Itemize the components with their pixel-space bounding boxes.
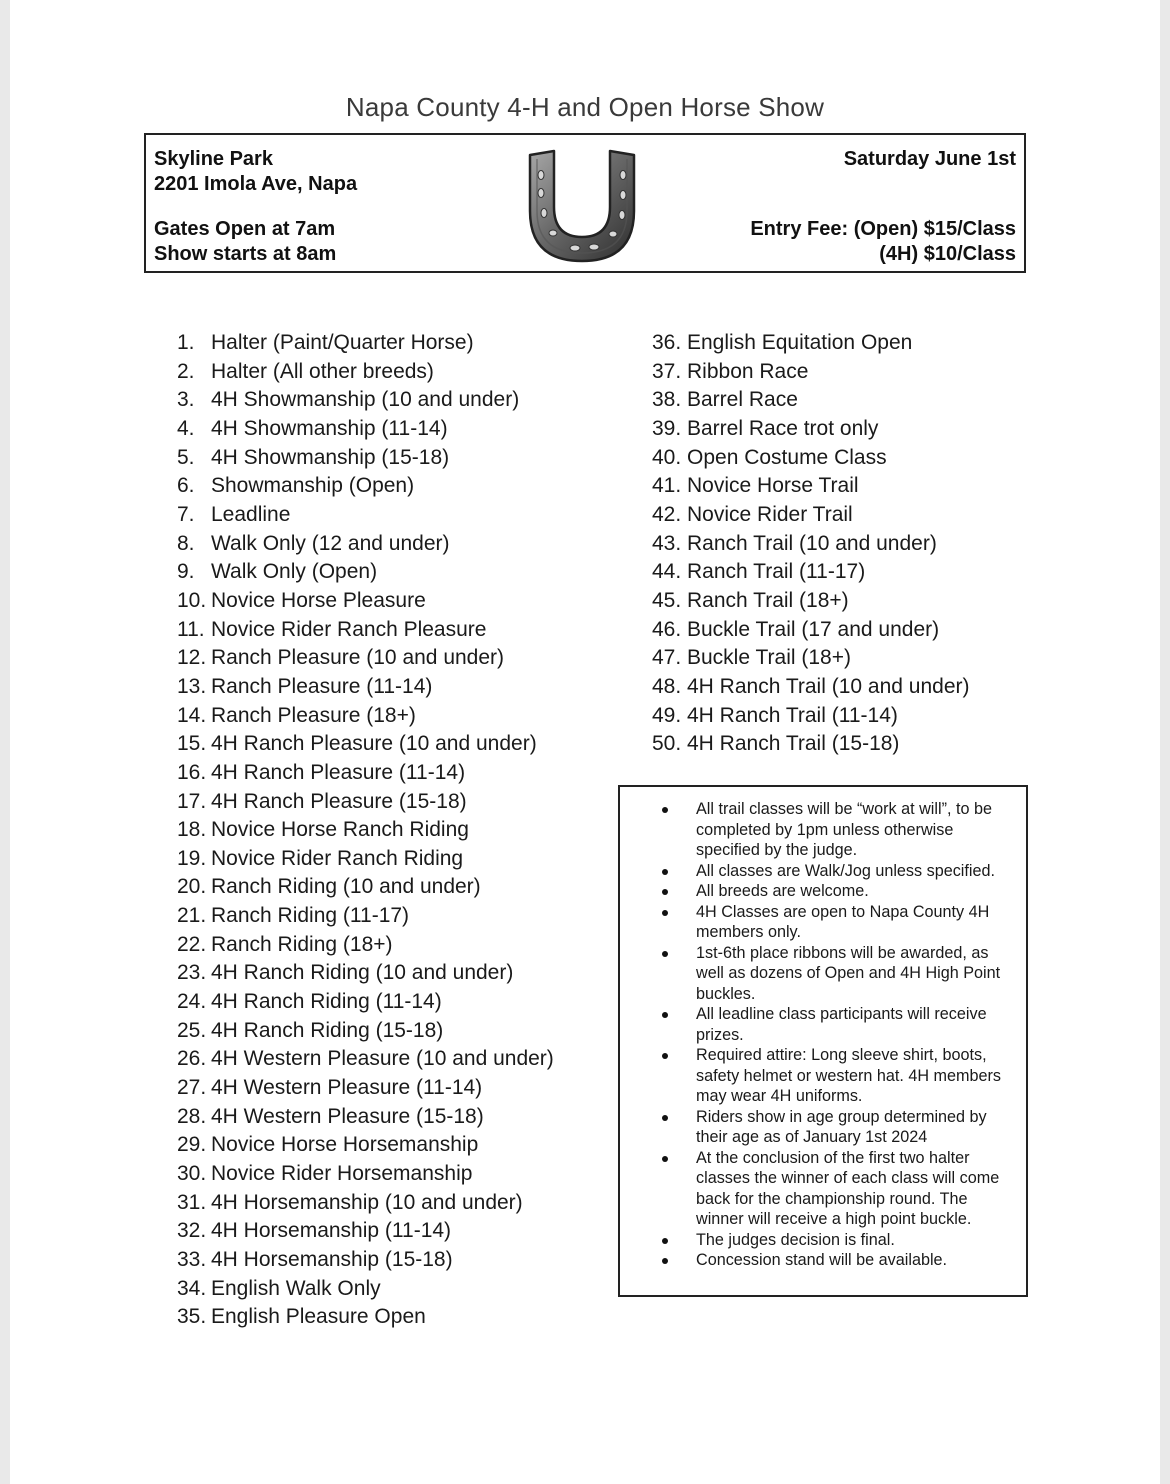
class-name: 4H Ranch Trail (15-18) (687, 732, 900, 756)
class-name: English Walk Only (211, 1276, 381, 1300)
class-item (177, 1246, 554, 1275)
class-item (177, 673, 554, 702)
class-number: 32. (177, 1219, 207, 1243)
class-name: Buckle Trail (18+) (687, 646, 851, 670)
class-item (177, 1131, 554, 1160)
class-item (177, 702, 554, 731)
class-number: 43. (652, 531, 682, 555)
class-item (177, 1045, 554, 1074)
class-item (652, 644, 970, 673)
bullet-icon (662, 869, 668, 875)
class-name: 4H Ranch Pleasure (11-14) (211, 760, 466, 784)
class-number: 41. (652, 474, 682, 498)
rule-text: All classes are Walk/Jog unless specified. (696, 861, 995, 880)
rule-item (620, 1004, 1014, 1045)
class-name: Ranch Trail (18+) (687, 588, 849, 612)
class-number: 27. (177, 1076, 207, 1100)
class-item (177, 1017, 554, 1046)
class-item (652, 386, 970, 415)
rule-text: All breeds are welcome. (696, 882, 869, 900)
class-number: 42. (652, 502, 682, 526)
class-name: Ranch Riding (11-17) (211, 904, 410, 928)
class-name: Novice Rider Horsemanship (211, 1162, 473, 1186)
rules-list (620, 799, 1014, 1271)
rule-item (620, 799, 1014, 861)
rule-text: The judges decision is final. (696, 1230, 895, 1249)
bullet-icon (662, 1012, 668, 1018)
class-item (177, 788, 554, 817)
class-name: Ranch Pleasure (10 and under) (211, 646, 505, 670)
page-title: Napa County 4-H and Open Horse Show (345, 92, 825, 122)
rules-box (618, 785, 1028, 1297)
class-item (177, 902, 554, 931)
class-number: 16. (177, 760, 207, 784)
bullet-icon (662, 807, 668, 813)
class-number: 19. (177, 846, 207, 870)
bullet-icon (662, 1238, 668, 1244)
class-name: Novice Horse Ranch Riding (211, 818, 469, 842)
class-item (177, 1160, 554, 1189)
class-item (652, 673, 970, 702)
class-name: 4H Horsemanship (15-18) (211, 1248, 453, 1271)
class-name: Ranch Trail (11-17) (687, 560, 866, 584)
class-name: 4H Western Pleasure (10 and under) (211, 1047, 554, 1071)
class-number: 49. (652, 703, 682, 727)
show-start: Show starts at 8am (154, 243, 337, 265)
bullet-icon (662, 1258, 668, 1264)
class-number: 29. (177, 1133, 207, 1157)
class-name: Novice Rider Ranch Riding (211, 846, 464, 870)
class-name: 4H Showmanship (11-14) (211, 416, 448, 440)
class-item (177, 1103, 554, 1132)
class-number: 15. (177, 732, 207, 756)
class-item (177, 472, 554, 501)
class-name: 4H Showmanship (15-18) (211, 445, 450, 469)
class-name: 4H Ranch Pleasure (10 and under) (211, 732, 537, 756)
class-name: Halter (All other breeds) (211, 359, 434, 383)
class-number: 18. (177, 818, 207, 842)
class-item (652, 501, 970, 530)
class-name: Ranch Pleasure (18+) (211, 703, 416, 727)
class-number: 46. (652, 617, 682, 641)
class-number: 44. (652, 560, 682, 584)
class-item (652, 444, 970, 473)
class-number: 34. (177, 1276, 207, 1300)
class-item (652, 358, 970, 387)
class-item (177, 816, 554, 845)
class-number: 50. (652, 732, 682, 756)
rule-item (620, 902, 1014, 943)
class-name: Showmanship (Open) (211, 474, 415, 498)
class-name: 4H Western Pleasure (11-14) (211, 1076, 483, 1100)
class-number: 30. (177, 1162, 207, 1186)
class-number: 22. (177, 932, 207, 956)
class-number: 28. (177, 1104, 207, 1128)
class-name: Halter (Paint/Quarter Horse) (211, 331, 474, 354)
class-number: 6. (177, 474, 195, 498)
class-number: 10. (177, 588, 207, 612)
rule-item (620, 1250, 1014, 1271)
class-item (177, 415, 554, 444)
class-item (177, 358, 554, 387)
gates-open: Gates Open at 7am (154, 218, 336, 240)
class-item (177, 845, 554, 874)
class-item (177, 558, 554, 587)
class-name: 4H Ranch Riding (11-14) (211, 990, 442, 1014)
class-item (177, 1074, 554, 1103)
class-name: Ranch Riding (10 and under) (211, 875, 481, 899)
class-number: 17. (177, 789, 207, 813)
entry-fee-open: Entry Fee: (Open) $15/Class (750, 218, 1016, 240)
rule-item (620, 1230, 1014, 1251)
class-number: 36. (652, 331, 682, 354)
class-number: 4. (177, 416, 195, 440)
class-number: 38. (652, 388, 682, 412)
class-item (652, 415, 970, 444)
class-item (652, 730, 970, 759)
bullet-icon (662, 1156, 668, 1162)
bullet-icon (662, 951, 668, 957)
venue-info (154, 147, 357, 197)
rule-item (620, 1107, 1014, 1148)
class-name: 4H Ranch Pleasure (15-18) (211, 789, 467, 813)
rule-text: All leadline class participants will receive prizes. (696, 1005, 987, 1044)
class-name: Novice Horse Trail (687, 474, 859, 498)
class-number: 14. (177, 703, 207, 727)
class-item (652, 329, 970, 358)
rule-text: Riders show in age group determined by their age as of January 1st 2024 (696, 1107, 987, 1146)
class-name: 4H Horsemanship (11-14) (211, 1219, 452, 1243)
class-name: English Pleasure Open (211, 1305, 426, 1329)
class-name: Barrel Race trot only (687, 416, 879, 440)
class-item (652, 616, 970, 645)
class-number: 20. (177, 875, 207, 899)
rule-item (620, 943, 1014, 1005)
class-item (177, 988, 554, 1017)
class-number: 13. (177, 674, 207, 698)
bullet-icon (662, 1053, 668, 1059)
class-item (177, 1189, 554, 1218)
class-number: 45. (652, 588, 682, 612)
class-number: 8. (177, 531, 195, 555)
venue-name: Skyline Park (154, 148, 273, 170)
class-item (177, 501, 554, 530)
class-item (652, 587, 970, 616)
class-item (652, 558, 970, 587)
class-number: 26. (177, 1047, 207, 1071)
rule-text: Required attire: Long sleeve shirt, boots, safety helmet or western hat. 4H members may wear 4H uniforms. (696, 1046, 1001, 1105)
class-number: 1. (177, 331, 195, 354)
class-name: Novice Rider Ranch Pleasure (211, 617, 487, 641)
bullet-icon (662, 910, 668, 916)
bullet-icon (662, 889, 668, 895)
class-name: Open Costume Class (687, 445, 887, 469)
class-number: 21. (177, 904, 207, 928)
class-name: 4H Ranch Trail (10 and under) (687, 674, 970, 698)
bullet-icon (662, 1115, 668, 1121)
class-name: 4H Showmanship (10 and under) (211, 388, 520, 412)
event-date: Saturday June 1st (843, 148, 1016, 170)
rule-text: 1st-6th place ribbons will be awarded, as well as dozens of Open and 4H High Point buckles. (696, 943, 1001, 1003)
rule-text: 4H Classes are open to Napa County 4H members only. (696, 902, 990, 941)
class-number: 24. (177, 990, 207, 1014)
class-number: 2. (177, 359, 195, 383)
class-number: 39. (652, 416, 682, 440)
class-list-left (177, 329, 554, 1332)
time-info (154, 217, 336, 267)
class-name: English Equitation Open (687, 331, 913, 354)
class-item (177, 530, 554, 559)
class-name: 4H Ranch Riding (10 and under) (211, 961, 514, 985)
class-item (177, 931, 554, 960)
class-item (177, 587, 554, 616)
class-item (177, 873, 554, 902)
entry-fees (750, 217, 1016, 267)
rule-item (620, 1148, 1014, 1230)
class-item (177, 959, 554, 988)
class-item (177, 1217, 554, 1246)
class-number: 33. (177, 1248, 207, 1271)
class-item (652, 530, 970, 559)
horseshoe-icon (520, 141, 644, 267)
class-number: 12. (177, 646, 207, 670)
class-name: Novice Horse Pleasure (211, 588, 426, 612)
class-number: 5. (177, 445, 195, 469)
class-item (652, 472, 970, 501)
class-item (177, 759, 554, 788)
class-item (177, 644, 554, 673)
class-number: 31. (177, 1190, 207, 1214)
class-number: 35. (177, 1305, 207, 1329)
rule-text: All trail classes will be “work at will”, to be completed by 1pm unless otherwise specified by the judge. (696, 800, 992, 859)
class-name: 4H Ranch Trail (11-14) (687, 703, 898, 727)
class-name: Barrel Race (687, 388, 798, 412)
class-name: 4H Ranch Riding (15-18) (211, 1018, 444, 1042)
class-name: Ranch Trail (10 and under) (687, 531, 937, 555)
class-item (177, 444, 554, 473)
class-item (177, 730, 554, 759)
class-name: Ranch Pleasure (11-14) (211, 674, 433, 698)
class-item (177, 1275, 554, 1304)
class-number: 25. (177, 1018, 207, 1042)
class-name: 4H Horsemanship (10 and under) (211, 1190, 523, 1214)
class-number: 37. (652, 359, 682, 383)
class-number: 7. (177, 502, 195, 526)
class-number: 40. (652, 445, 682, 469)
class-item (177, 616, 554, 645)
class-number: 3. (177, 388, 195, 412)
class-number: 47. (652, 646, 682, 670)
class-name: Novice Rider Trail (687, 502, 853, 526)
class-name: Buckle Trail (17 and under) (687, 617, 940, 641)
rule-text: Concession stand will be available. (696, 1251, 948, 1269)
class-name: Walk Only (12 and under) (211, 531, 450, 555)
rule-text: At the conclusion of the first two halter classes the winner of each class will come back for the championship round. The winner will receive a high point buckle. (696, 1148, 1000, 1228)
class-name: Walk Only (Open) (211, 560, 378, 584)
class-number: 48. (652, 674, 682, 698)
entry-fee-4h: (4H) $10/Class (879, 243, 1016, 265)
venue-address: 2201 Imola Ave, Napa (154, 173, 358, 195)
class-name: Novice Horse Horsemanship (211, 1133, 479, 1157)
class-list-right (652, 329, 970, 759)
class-number: 11. (177, 617, 205, 641)
rule-item (620, 1045, 1014, 1107)
class-item (177, 386, 554, 415)
class-item (652, 702, 970, 731)
class-name: Leadline (211, 502, 291, 526)
class-number: 23. (177, 961, 207, 985)
class-item (177, 1303, 554, 1332)
class-item (177, 329, 554, 358)
class-number: 9. (177, 560, 195, 584)
event-info-box (144, 133, 1026, 273)
class-name: Ribbon Race (687, 359, 809, 383)
class-name: Ranch Riding (18+) (211, 932, 393, 956)
class-name: 4H Western Pleasure (15-18) (211, 1104, 484, 1128)
rule-item (620, 881, 1014, 902)
rule-item (620, 861, 1014, 882)
